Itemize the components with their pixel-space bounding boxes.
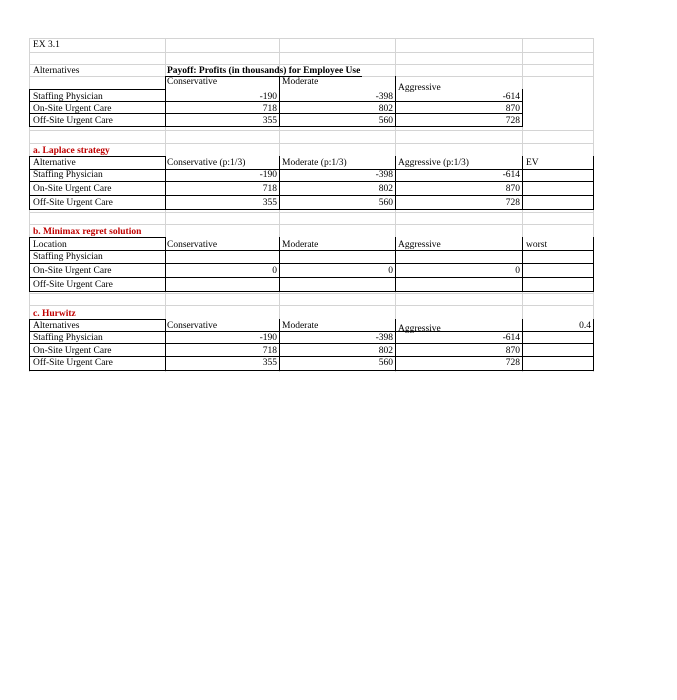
laplace-col-aggressive: Aggressive (p:1/3): [398, 158, 469, 168]
payoff-col-moderate: Moderate: [282, 77, 319, 87]
table-cell: 870: [505, 104, 520, 114]
table-row-label: On-Site Urgent Care: [33, 104, 112, 114]
laplace-col-ev: EV: [526, 158, 539, 168]
table-cell: 802: [378, 346, 393, 356]
table-row-label: Off-Site Urgent Care: [33, 280, 113, 290]
table-cell: 0: [388, 266, 393, 276]
table-cell: 870: [505, 184, 520, 194]
table-cell: 728: [505, 358, 520, 368]
table-row-label: Off-Site Urgent Care: [33, 198, 113, 208]
laplace-section-title: a. Laplace strategy: [33, 146, 110, 156]
payoff-col-aggressive: Aggressive: [398, 83, 441, 93]
minimax-col-moderate: Moderate: [282, 240, 319, 250]
hurwitz-section-title: c. Hurwitz: [33, 309, 76, 319]
hurwitz-label: Alternatives: [33, 321, 80, 331]
table-cell: 0: [515, 266, 520, 276]
table-cell: 802: [378, 184, 393, 194]
table-row-label: On-Site Urgent Care: [33, 266, 112, 276]
table-row-label: Staffing Physician: [33, 333, 103, 343]
table-cell: 355: [262, 198, 277, 208]
table-row-label: Staffing Physician: [33, 170, 103, 180]
table-cell: 728: [505, 198, 520, 208]
table-row-label: Off-Site Urgent Care: [33, 116, 113, 126]
table-row-label: Staffing Physician: [33, 92, 103, 102]
table-cell: 718: [262, 346, 277, 356]
table-cell: -614: [502, 333, 520, 343]
table-cell: 560: [378, 198, 393, 208]
table-cell: 718: [262, 184, 277, 194]
table-cell: -398: [375, 333, 393, 343]
table-cell: 560: [378, 116, 393, 126]
table-cell: 870: [505, 346, 520, 356]
minimax-col-aggressive: Aggressive: [398, 240, 441, 250]
minimax-col-conservative: Conservative: [167, 240, 218, 250]
hurwitz-alpha: 0.4: [579, 321, 591, 331]
table-cell: 355: [262, 358, 277, 368]
table-cell: 560: [378, 358, 393, 368]
table-cell: -614: [502, 170, 520, 180]
laplace-col-conservative: Conservative (p:1/3): [167, 158, 246, 168]
table-cell: -614: [502, 92, 520, 102]
hurwitz-col-moderate: Moderate: [282, 321, 319, 331]
table-cell: -190: [259, 333, 277, 343]
table-cell: 802: [378, 104, 393, 114]
hurwitz-col-conservative: Conservative: [167, 321, 218, 331]
laplace-col-moderate: Moderate (p:1/3): [282, 158, 347, 168]
minimax-section-title: b. Minimax regret solution: [33, 227, 142, 237]
table-cell: -190: [259, 92, 277, 102]
minimax-col-worst: worst: [526, 240, 548, 250]
table-cell: 355: [262, 116, 277, 126]
table-cell: -190: [259, 170, 277, 180]
table-cell: 728: [505, 116, 520, 126]
table-cell: 0: [272, 266, 277, 276]
payoff-alternatives-label: Alternatives: [33, 66, 80, 76]
table-row-label: On-Site Urgent Care: [33, 184, 112, 194]
table-row-label: On-Site Urgent Care: [33, 346, 112, 356]
table-row-label: Staffing Physician: [33, 252, 103, 262]
hurwitz-col-aggressive: Aggressive: [398, 324, 441, 334]
exercise-title: EX 3.1: [33, 40, 60, 50]
payoff-col-conservative: Conservative: [167, 77, 218, 87]
laplace-label: Alternative: [33, 158, 76, 168]
table-cell: -398: [375, 92, 393, 102]
table-cell: -398: [375, 170, 393, 180]
payoff-table-title: Payoff: Profits (in thousands) for Employee Use: [167, 66, 361, 76]
table-row-label: Off-Site Urgent Care: [33, 358, 113, 368]
minimax-label: Location: [33, 240, 67, 250]
table-cell: 718: [262, 104, 277, 114]
